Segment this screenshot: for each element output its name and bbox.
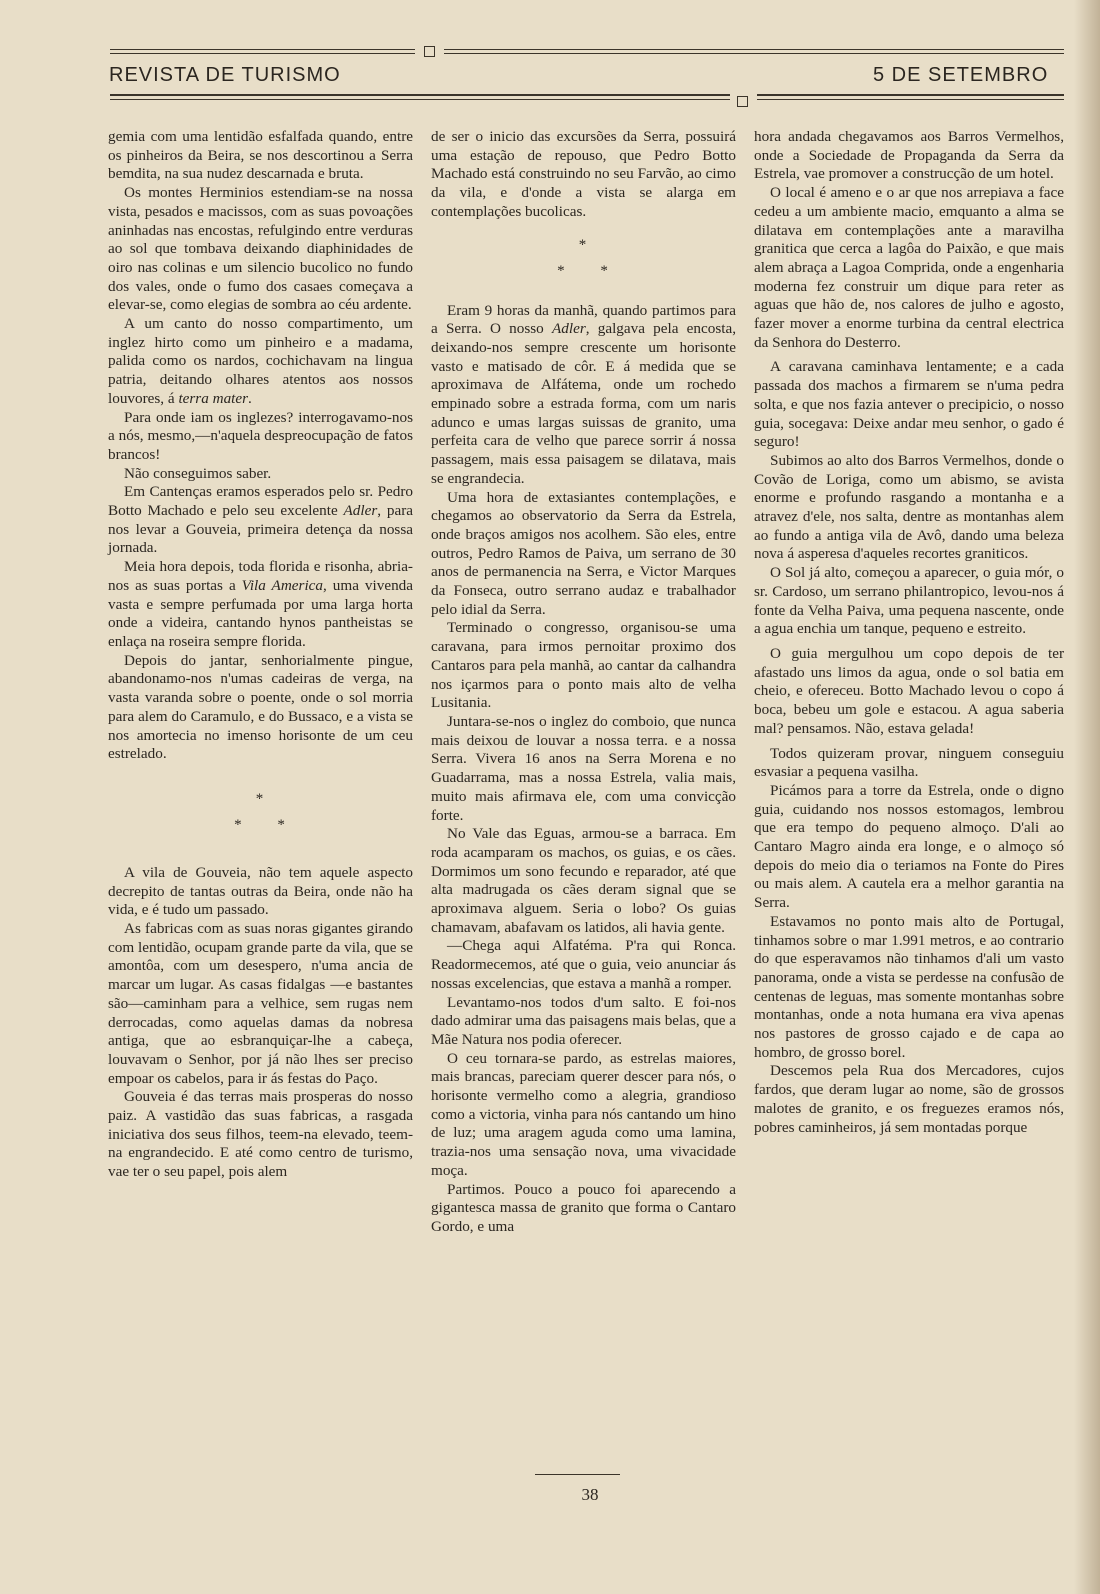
paragraph-text: Em Cantenças eramos esperados pelo sr. Pedro Botto Machado e pelo seu excelente xyxy=(108,483,413,520)
paragraph-text: de ser o inicio das excursões da Serra, possuirá uma estação de repouso, que Pedro Botto Machado está construindo no seu Farvão, ao cimo da vila, e d'onde a vista se alarga em contemplações bucolicas. xyxy=(431,128,736,220)
header-rule-top-left-2 xyxy=(110,53,415,54)
paragraph-text: A caravana caminhava lentamente; e a cada passada dos machos a firmarem se n'uma pedra solta, e que nos fazia antever o precipicio, o nosso guia, socegava: Deixe andar meu senhor, o gado é seguro! xyxy=(754,358,1064,451)
paragraph-text: O Sol já alto, começou a aparecer, o guia mór, o sr. Cardoso, um serrano philantropico, levou-nos á fonte da Velha Paiva, uma pequena nascente, onde a agua enchia um tanque, pequeno e estreito. xyxy=(754,564,1064,638)
paragraph xyxy=(108,920,413,1088)
paragraph-text: hora andada chegavamos aos Barros Vermelhos, onde a Sociedade de Propaganda da Serra da Estrela, vae promover a construcção de um hotel. xyxy=(754,128,1064,183)
divider-star-bottom: * * xyxy=(234,816,287,833)
paragraph-text: Subimos ao alto dos Barros Vermelhos, donde o Covão de Loriga, como um abismo, se avista enorme e profundo rasgando a montanha e a atravez d'ele, nos salta, dentre as montanhas alem ao fundo a antiga vila de Avô, dando uma beleza nova á asperesa d'aqueles recortes graniticos. xyxy=(754,451,1064,563)
header-rule-bottom-left-2 xyxy=(110,99,730,100)
header-ornament-bottom xyxy=(737,96,748,107)
paragraph-text: O local é ameno e o ar que nos arrepiava a face cedeu a um ambiente macio, emquanto a alma se dilatava em contemplações ante a maravilha granitica que cerca a lagôa do Paixão, e que mais alem abraça a Lagoa Comprida, onde a engenharia moderna fez construir um dique para reter as aguas que hão de, nos calores de julho e agosto, fazer mover a enorme turbina da central electrica da Senhora do Desterro. xyxy=(754,184,1064,351)
header-rule-bottom-right-2 xyxy=(757,99,1064,100)
paragraph-text: Levantamo-nos todos d'um salto. E foi-nos dado admirar uma das paisagens mais belas, que a Mãe Natura nos podia oferecer. xyxy=(431,993,736,1048)
paragraph-text: Juntara-se-nos o inglez do comboio, que nunca mais deixou de louvar a nossa terra. e a nossa Serra. Vivera 16 anos na Serra Morena e no Guadarrama, mas a nossa Estrela, valia mais, muito mais afirmava ele, com uma convicção forte. xyxy=(431,712,736,824)
paragraph-text: O guia mergulhou um copo depois de ter afastado uns limos da agua, onde o sol batia em cheio, e ofereceu. Botto Machado levou o copo á boca, bebeu um gole e estacou. A agua saberia mal? pensamos. Não, estava gelada! xyxy=(754,644,1064,737)
paragraph-text-continued: . xyxy=(248,389,252,407)
section-divider-stars xyxy=(431,236,736,280)
header-rule-bottom-right xyxy=(757,94,1064,96)
paragraph-text: A vila de Gouveia, não tem aquele aspecto decrepito de tantas outras da Beira, onde não ha vida, e é tudo um passado. xyxy=(108,863,413,919)
paragraph xyxy=(108,864,413,920)
paragraph xyxy=(431,1181,736,1237)
paragraph-text: O ceu tornara-se pardo, as estrelas maiores, mais brancas, pareciam querer descer para nós, o horisonte vermelho como a alegria, grandioso como a victoria, vinha para nós cantando um hino de luz; uma aragem aguda como uma lamina, trazia-nos uma sensação nova, uma vivacidade moça. xyxy=(431,1049,736,1179)
paragraph-text: Para onde iam os inglezes? interrogavamo-nos a nós, mesmo,—n'aquela despreocupação de fatos brancos! xyxy=(108,408,413,463)
page-number: 38 xyxy=(581,1485,599,1504)
paragraph xyxy=(754,1062,1064,1137)
paragraph-text: Depois do jantar, senhorialmente pingue, abandonamo-nos n'umas cadeiras de verga, na vasta varanda sobre o poente, onde o sol morria para alem do Caramulo, e do Bussaco, e a vista se nos amortecia no imenso horisonte de um ceu estrelado. xyxy=(108,651,413,763)
paragraph xyxy=(108,558,413,652)
paragraph xyxy=(108,184,413,315)
paragraph-text: Terminado o congresso, organisou-se uma caravana, para irmos pernoitar proximo dos Cantaros para pela manhã, ao cantar da calhandra nos içarmos para o ponto mais alto de velha Lusitania. xyxy=(431,619,736,712)
paragraph-text: Meia hora depois, toda florida e risonha, abria-nos as suas portas a xyxy=(108,558,413,594)
divider-star-bottom: * * xyxy=(557,262,610,279)
header-rule-bottom-left xyxy=(110,94,730,96)
paragraph-text: A um canto do nosso compartimento, um inglez hirto como um pinheiro e a madama, palida como os nardos, cochichavam na lingua patria, deitando olhares atentos aos nossos louvores, á xyxy=(108,315,413,407)
paragraph xyxy=(431,489,736,620)
paragraph-text: Gouveia é das terras mais prosperas do nosso paiz. A vastidão das suas fabricas, a rasgada iniciativa dos seus filhos, teem-na elevado, teem-na engrandecido. E até como centro de turismo, vae ter o seu papel, pois alem xyxy=(108,1088,413,1181)
paragraph-text: No Vale das Eguas, armou-se a barraca. Em roda acamparam os machos, os guias, e os cães. Dormimos um sono fecundo e reparador, até que alta madrugada os cães deram signal que se aproximava alguem. Seria o lobo? Os guias chamavam, abafavam os latidos, ali havia gente. xyxy=(431,825,736,936)
paragraph xyxy=(754,564,1064,639)
text-column-3 xyxy=(754,128,1064,1137)
paragraph xyxy=(108,483,413,558)
section-divider-stars xyxy=(108,790,413,834)
paragraph xyxy=(108,652,413,764)
header-date: 5 DE SETEMBRO xyxy=(873,64,1049,86)
paragraph xyxy=(431,937,736,993)
paragraph xyxy=(108,1088,413,1182)
paragraph xyxy=(431,1050,736,1181)
paragraph-text: Não conseguimos saber. xyxy=(124,464,272,482)
italic-term: Adler xyxy=(343,502,378,520)
paragraph xyxy=(754,128,1064,184)
paragraph-text: Os montes Herminios estendiam-se na nossa vista, pesados e macissos, com as suas povoações aninhadas nas encostas, refulgindo entre verduras ao sol que tombava deixando diaphinidades de oiro nas colinas e um silencio bucolico no fundo dos vales, onde o fumo dos casaes começava a elevar-se, como elegias de sombra ao céu ardente. xyxy=(108,184,413,314)
divider-star-top: * xyxy=(578,236,589,253)
paragraph-text: —Chega aqui Alfatéma. P'ra qui Ronca. Readormecemos, até que o guia, veio anunciar ás nossas excelencias, que estava a manhã a romper. xyxy=(431,937,736,992)
text-column-1 xyxy=(108,128,413,1182)
header-rule-top-right-2 xyxy=(444,53,1064,54)
header-ornament-top xyxy=(424,46,435,57)
paragraph-text-continued: , galgava pela encosta, deixando-nos sempre crescente um horisonte vasto e matisado de côr. E á medida que se aproximava de Alfátema, onde um rochedo empinado sobre a estrada forma, com um naris adunco e umas largas suissas de granito, uma perfeita cara de velho que parece sorrir á nossa passagem, mais essa paisagem se dilatava, mais se engrandecia. xyxy=(431,320,737,487)
header-rule-top-left xyxy=(110,49,415,50)
paragraph xyxy=(754,745,1064,782)
paragraph xyxy=(431,619,736,713)
paragraph xyxy=(754,782,1064,913)
paragraph-text-continued: , para nos levar a Gouveia, primeira detença da nossa jornada. xyxy=(108,502,413,557)
paragraph xyxy=(754,913,1064,1063)
header-rule-top-right xyxy=(444,49,1064,50)
paragraph xyxy=(754,184,1064,352)
divider-star-top: * xyxy=(255,790,266,807)
italic-term: terra mater xyxy=(178,389,249,407)
paragraph xyxy=(431,825,736,937)
paragraph-text: Uma hora de extasiantes contemplações, e chegamos ao observatorio da Serra da Estrela, onde braços amigos nos acolhem. São eles, entre outros, Pedro Ramos de Paiva, um serrano de 30 anos de permanencia na Serra, e Victor Marques da Fonseca, outro serrano audaz e trabalhador pelo idial da Serra. xyxy=(431,488,736,618)
text-column-2 xyxy=(431,128,736,1237)
page-edge-shadow xyxy=(1074,0,1100,1594)
italic-term: Vila America xyxy=(241,576,324,594)
paragraph xyxy=(108,128,413,184)
paragraph-text: Eram 9 horas da manhã, quando partimos para a Serra. O nosso xyxy=(431,301,736,338)
paragraph xyxy=(108,409,413,465)
paragraph-text: As fabricas com as suas noras gigantes girando com lentidão, ocupam grande parte da vila, que se amontôa, com um desespero, n'uma ancia de marcar um lugar. As casas fidalgas —e bastantes são—caminham para a velhice, sem rugas nem derrocadas, como aquelas damas da nobresa antiga, que ao esbranquiçar-lhe a cabeça, louvavam o Senhor, por já não lhes ser preciso empoar os cabelos, para ir ás festas do Paço. xyxy=(108,920,413,1087)
paragraph xyxy=(754,452,1064,564)
paragraph xyxy=(108,315,413,409)
paragraph-text: Descemos pela Rua dos Mercadores, cujos fardos, que deram lugar ao nome, são de grossos malotes de granito, e os freguezes eramos nós, pobres caminheiros, já sem montadas porque xyxy=(754,1062,1064,1136)
paragraph-text-continued: , uma vivenda vasta e sempre perfumada por uma larga horta onde a videira, cantando hynos pantheistas se enlaça na roseira sempre florida. xyxy=(108,576,413,650)
paragraph xyxy=(431,713,736,825)
header-title: REVISTA DE TURISMO xyxy=(109,64,341,86)
italic-term: Adler xyxy=(551,320,586,338)
paragraph xyxy=(431,302,736,489)
paragraph-text: Estavamos no ponto mais alto de Portugal, tinhamos sobre o mar 1.991 metros, e ao contrario do que esperavamos não tinhamos d'ali um vasto panorama, onde a vista se perdesse na confusão de centenas de leguas, mas somente montanhas sobre montanhas, onde a nota humana era viva apenas nos pastores de grosso cajado e de capa ao hombro, de grosso borel. xyxy=(754,912,1064,1061)
paragraph-text: Partimos. Pouco a pouco foi aparecendo a gigantesca massa de granito que forma o Cantaro Gordo, e uma xyxy=(431,1180,736,1235)
footer-rule xyxy=(535,1474,620,1475)
paragraph-text: Todos quizeram provar, ninguem conseguiu esvasiar a pequena vasilha. xyxy=(754,744,1064,781)
paragraph xyxy=(431,994,736,1050)
paragraph xyxy=(754,358,1064,452)
paragraph-text: Picámos para a torre da Estrela, onde o digno guia, cuidando nos nossos estomagos, lembrou que era tempo do pequeno almoço. D'ali ao Cantaro Magro ainda era longe, e o almoço só depois do meio dia o teriamos na Fonte do Pires ou mais alem. A cautela era a melhor garantia na Serra. xyxy=(754,781,1064,912)
paragraph xyxy=(108,465,413,484)
paragraph xyxy=(754,645,1064,739)
paragraph xyxy=(431,128,736,222)
paragraph-text: gemia com uma lentidão esfalfada quando, entre os pinheiros da Beira, se nos descortinou a Serra bemdita, na sua nudez descarnada e bruta. xyxy=(108,128,413,183)
